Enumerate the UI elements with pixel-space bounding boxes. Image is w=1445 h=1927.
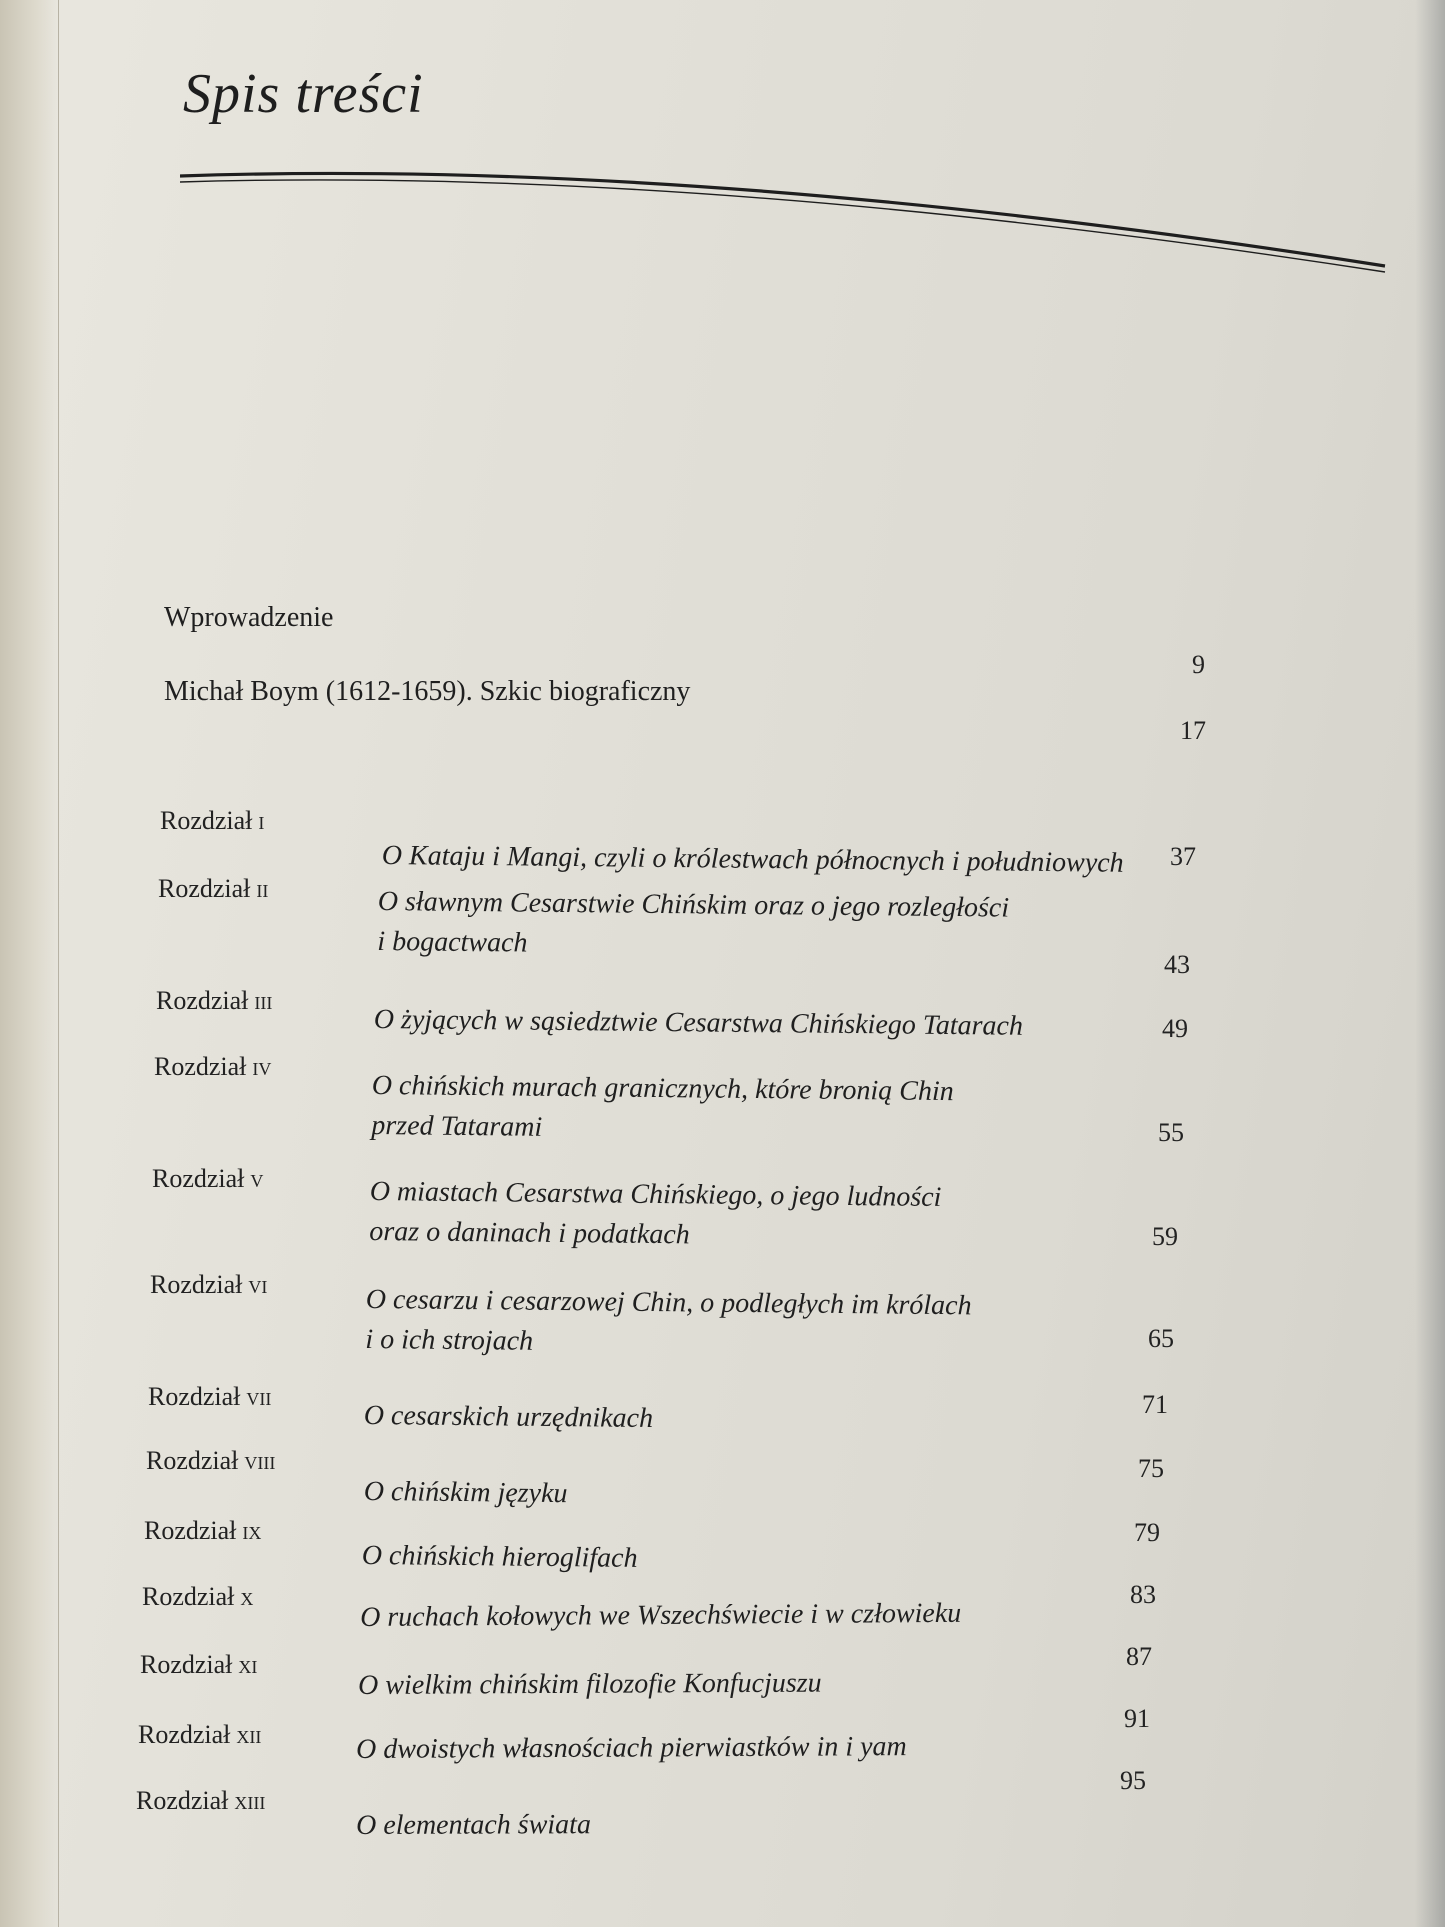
chapter-title [364, 1472, 568, 1514]
chapter-title [382, 836, 1124, 884]
chapter-title-line: O dwoistych własnościach pierwiastków in i yam [356, 1731, 907, 1765]
chapter-title-line: O chińskim języku [363, 1475, 568, 1510]
decorative-rule [180, 158, 1390, 278]
chapter-title-line: O ruchach kołowych we Wszechświecie i w człowieku [360, 1597, 962, 1633]
chapter-label [158, 874, 268, 904]
chapter-numeral: xii [236, 1720, 262, 1749]
chapter-title [369, 1172, 941, 1258]
chapter-label [160, 806, 264, 836]
chapter-numeral: iii [254, 986, 273, 1015]
chapter-numeral: viii [244, 1446, 276, 1475]
chapter-title [360, 1594, 961, 1638]
toc-entry-biography [164, 672, 690, 711]
toc-entry-title: Wprowadzenie [164, 602, 334, 633]
chapter-title-line: O chińskich hieroglifach [361, 1539, 638, 1574]
toc-entry-title: Michał Boym (1612-1659). Szkic biograficzny [164, 676, 691, 707]
spine-shadow [1415, 0, 1445, 1927]
chapter-word: Rozdział [146, 1446, 239, 1475]
toc-page-number: 71 [1142, 1390, 1168, 1419]
chapter-word: Rozdział [142, 1582, 235, 1611]
toc-page-number: 9 [1192, 650, 1205, 679]
chapter-numeral: x [240, 1582, 254, 1611]
chapter-title-line: O sławnym Cesarstwie Chińskim oraz o jego rozległości [377, 885, 1010, 924]
toc-page-number: 79 [1134, 1518, 1160, 1547]
chapter-numeral: i [258, 806, 265, 835]
chapter-title-line: O wielkim chińskim filozofie Konfucjuszu [358, 1667, 822, 1701]
toc-page-number: 91 [1124, 1704, 1150, 1733]
chapter-word: Rozdział [148, 1382, 241, 1411]
chapter-label [136, 1786, 265, 1816]
chapter-title [358, 1664, 822, 1706]
page-edge [0, 0, 59, 1927]
chapter-word: Rozdział [160, 806, 253, 835]
toc-page-number: 49 [1162, 1014, 1188, 1043]
chapter-numeral: xi [238, 1650, 258, 1679]
chapter-label [156, 986, 272, 1016]
chapter-numeral: ii [256, 874, 269, 903]
chapter-title [356, 1805, 591, 1846]
toc-page-number: 95 [1120, 1766, 1146, 1795]
chapter-title-line: O Kataju i Mangi, czyli o królestwach północnych i południowych [381, 839, 1124, 879]
chapter-word: Rozdział [152, 1164, 245, 1193]
chapter-title-line: oraz o daninach i podatkach [369, 1215, 690, 1251]
chapter-label [146, 1446, 275, 1476]
chapter-title [362, 1536, 638, 1579]
chapter-title-line: O cesarskich urzędnikach [363, 1399, 654, 1435]
chapter-word: Rozdział [138, 1720, 231, 1749]
chapter-word: Rozdział [150, 1270, 243, 1299]
chapter-numeral: xiii [234, 1786, 266, 1815]
chapter-label [138, 1720, 261, 1750]
chapter-label [142, 1582, 253, 1612]
toc-page-number: 37 [1170, 842, 1196, 871]
toc-page-number: 55 [1158, 1118, 1184, 1147]
toc-page-number: 43 [1164, 950, 1190, 979]
chapter-title [377, 882, 1009, 969]
chapter-title [356, 1727, 907, 1770]
chapter-word: Rozdział [136, 1786, 229, 1815]
chapter-title-line: O żyjących w sąsiedztwie Cesarstwa Chińskiego Tatarach [373, 1003, 1024, 1042]
chapter-title-line: O miastach Cesarstwa Chińskiego, o jego ludności [369, 1175, 942, 1213]
chapter-title [371, 1066, 954, 1152]
chapter-label [154, 1052, 271, 1082]
page-title: Spis treści [183, 63, 424, 125]
chapter-title [365, 1280, 972, 1366]
chapter-numeral: ix [242, 1516, 262, 1545]
toc-page-number: 83 [1130, 1580, 1156, 1609]
chapter-word: Rozdział [156, 986, 249, 1015]
toc-page-number: 65 [1148, 1324, 1174, 1353]
chapter-word: Rozdział [140, 1650, 233, 1679]
chapter-word: Rozdział [158, 874, 251, 903]
chapter-label [140, 1650, 257, 1680]
chapter-title-line: i o ich strojach [365, 1323, 534, 1357]
chapter-numeral: v [250, 1164, 264, 1193]
chapter-label [148, 1382, 271, 1412]
toc-entry-intro [164, 598, 333, 637]
chapter-numeral: iv [252, 1052, 272, 1081]
chapter-word: Rozdział [144, 1516, 237, 1545]
chapter-numeral: vii [246, 1382, 272, 1411]
chapter-word: Rozdział [154, 1052, 247, 1081]
chapter-title-line: i bogactwach [377, 925, 528, 959]
chapter-label [144, 1516, 261, 1546]
chapter-title-line: O elementach świata [356, 1809, 591, 1841]
chapter-label [150, 1270, 267, 1300]
toc-page-number: 87 [1126, 1642, 1152, 1671]
chapter-title-line: O cesarzu i cesarzowej Chin, o podległych im królach [365, 1283, 972, 1322]
chapter-title [364, 1396, 654, 1439]
chapter-title-line: O chińskich murach granicznych, które bronią Chin [371, 1069, 954, 1108]
chapter-title [374, 1000, 1024, 1047]
toc-page-number: 17 [1180, 716, 1206, 745]
chapter-numeral: vi [248, 1270, 268, 1299]
toc-page-number: 59 [1152, 1222, 1178, 1251]
chapter-label [152, 1164, 263, 1194]
chapter-title-line: przed Tatarami [371, 1109, 543, 1143]
toc-page-number: 75 [1138, 1454, 1164, 1483]
